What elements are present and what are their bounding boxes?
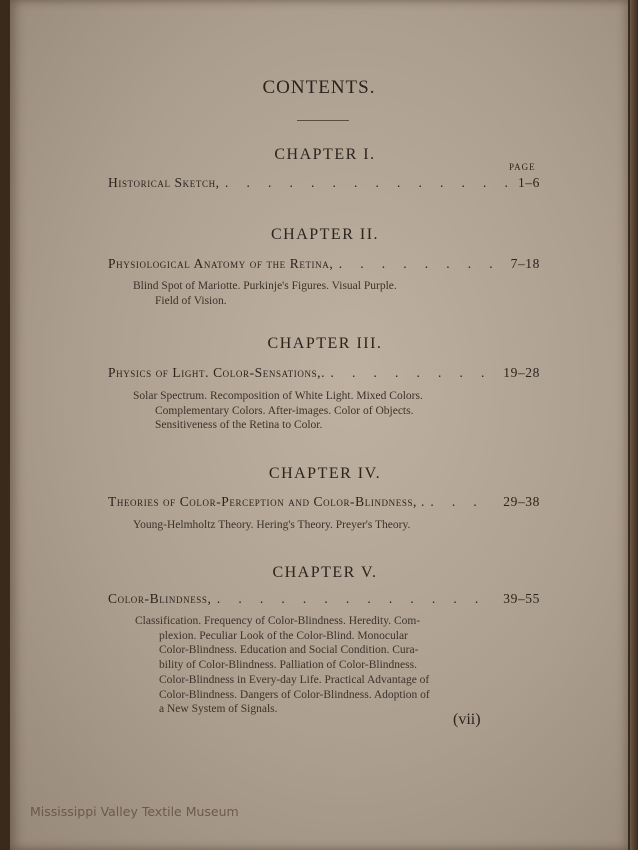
chapter-3-title: Physics of Light. Color-Sensations,. . . — [108, 365, 495, 381]
chapter-4-entry — [108, 494, 540, 510]
chapter-5-entry — [108, 591, 540, 607]
chapter-4-heading: CHAPTER IV. — [268, 465, 382, 482]
subtopic-line: Young-Helmholtz Theory. Hering's Theory. Preyer's Theory. — [133, 519, 411, 531]
subtopic-line: plexion. Peculiar Look of the Color-Blind. Monocular — [159, 629, 408, 642]
chapter-3-heading: CHAPTER III. — [267, 335, 383, 352]
chapter-1-title: Historical Sketch, . . — [108, 175, 510, 191]
chapter-5-title: Color-Blindness, . . — [108, 591, 495, 607]
subtopic-line: Complementary Colors. After-images. Color of Objects. — [155, 404, 414, 417]
chapter-2-pages: 7–18 — [510, 256, 540, 271]
subtopic-line: Sensitiveness of the Retina to Color. — [155, 419, 323, 432]
museum-watermark: Mississippi Valley Textile Museum — [30, 804, 239, 819]
chapter-1-heading: CHAPTER I. — [274, 146, 376, 163]
subtopic-line: Field of Vision. — [155, 294, 227, 307]
chapter-2-entry — [108, 256, 540, 272]
chapter-5-pages: 39–55 — [503, 591, 540, 606]
subtopic-line: Color-Blindness. Education and Social Condition. Cura- — [159, 644, 419, 657]
subtopic-line: bility of Color-Blindness. Palliation of Color-Blindness. — [159, 659, 417, 672]
chapter-4-title: Theories of Color-Perception and Color-Blindness, . . . — [108, 494, 495, 510]
contents-title: CONTENTS. — [262, 77, 376, 98]
page-edge — [630, 0, 638, 850]
chapter-2-heading: CHAPTER II. — [270, 226, 380, 243]
subtopic-line: Solar Spectrum. Recomposition of White Light. Mixed Colors. — [133, 390, 423, 402]
subtopic-line: a New System of Signals. — [159, 703, 278, 716]
subtopic-line: Color-Blindness. Dangers of Color-Blindness. Adoption of — [159, 688, 430, 701]
subtopic-line: Blind Spot of Mariotte. Purkinje's Figures. Visual Purple. — [133, 280, 397, 292]
chapter-2-subtopics — [133, 279, 397, 308]
chapter-4-pages: 29–38 — [503, 494, 540, 509]
subtopic-line: Classification. Frequency of Color-Blindness. Heredity. Com- — [135, 615, 421, 627]
chapter-5-heading: CHAPTER V. — [272, 564, 378, 581]
page-column-label: PAGE — [509, 162, 536, 172]
chapter-3-entry — [108, 365, 540, 381]
page-folio: (vii) — [453, 711, 481, 728]
chapter-2-title: Physiological Anatomy of the Retina, . . — [108, 256, 503, 272]
subtopic-line: Color-Blindness in Every-day Life. Practical Advantage of — [159, 673, 430, 686]
chapter-3-pages: 19–28 — [503, 365, 540, 380]
chapter-4-subtopics — [133, 518, 410, 533]
chapter-3-subtopics — [133, 389, 423, 433]
chapter-1-entry — [108, 175, 540, 191]
chapter-5-subtopics — [135, 614, 430, 717]
title-rule — [297, 120, 349, 121]
chapter-1-pages: 1–6 — [517, 175, 540, 190]
